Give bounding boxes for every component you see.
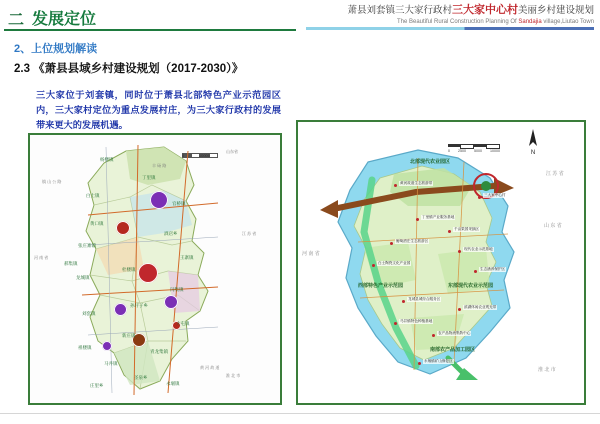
town-label-19: 庄里乡 <box>90 383 104 388</box>
town-label-21: 郝集镇 <box>64 261 78 266</box>
svg-text:N: N <box>530 150 536 154</box>
note-dot-5 <box>458 250 461 253</box>
town-label-12: 刘套镇 <box>82 311 96 316</box>
note-label-5: 现代农业示范基地 <box>464 247 493 251</box>
left-map-province-jiangsu: 江 苏 省 <box>242 231 257 236</box>
node-marker-huangkou <box>116 221 130 235</box>
note-dot-6 <box>372 264 375 267</box>
town-label-11: 孙圩子乡 <box>130 303 148 308</box>
note-dot-7 <box>474 270 477 273</box>
town-label-18: 圣泉乡 <box>134 375 148 380</box>
note-dot-1 <box>478 196 481 199</box>
town-label-13: 大屯镇 <box>176 321 190 326</box>
town-label-17: 马井镇 <box>104 361 118 366</box>
section-heading: 2.3 《萧县县域乡村建设规划（2017-2030）》 <box>14 63 244 75</box>
axis-label-1: 丰 砀 路 <box>152 163 167 168</box>
node-marker-longcheng <box>138 263 158 283</box>
town-label-10: 闫集镇 <box>170 287 184 292</box>
project-title-cn <box>304 4 594 17</box>
town-label-14: 新庄镇 <box>122 333 136 338</box>
note-dot-0 <box>394 184 397 187</box>
project-title-en-highlight: Sandajia <box>518 19 542 25</box>
note-dot-12 <box>418 362 421 365</box>
zone-label-east: 东部现代农业示范园 <box>448 283 494 289</box>
header-underline <box>4 29 296 31</box>
note-dot-8 <box>402 300 405 303</box>
note-label-12: 永堌镇矿山修复区 <box>424 359 453 363</box>
town-label-4: 黄口镇 <box>90 221 104 226</box>
note-label-10: 马井镇特色种植基地 <box>400 319 433 323</box>
left-map-province-huaibei: 淮 北 市 <box>226 373 241 378</box>
note-label-7: 生态涵养保护区 <box>480 267 506 271</box>
footer-divider <box>0 413 600 414</box>
project-title-en-pre: The Beautiful Rural Construction Planning Of <box>396 19 519 25</box>
page-header <box>0 0 600 34</box>
left-map-panel <box>28 133 282 405</box>
right-scale-tick-1: 2500 <box>458 149 466 153</box>
node-marker-baitu <box>114 303 127 316</box>
town-label-6: 张庄寨镇 <box>78 243 96 248</box>
header-number: 二 <box>8 12 25 29</box>
note-dot-4 <box>390 242 393 245</box>
note-label-11: 农产品物流集散中心 <box>438 331 471 335</box>
left-map-province-henan: 河 南 省 <box>34 255 49 260</box>
node-marker-extra-1 <box>102 341 112 351</box>
node-marker-liutao <box>150 191 168 209</box>
note-label-1: 三大家中心村 <box>484 193 506 197</box>
town-label-15: 祖楼镇 <box>78 345 92 350</box>
right-province-henan: 河 南 省 <box>302 251 320 257</box>
project-title-cn-highlight: 三大家中心村 <box>451 4 518 16</box>
header-color-bar <box>306 27 594 30</box>
note-dot-2 <box>416 218 419 221</box>
right-scale-tick-3: 10000 <box>490 149 500 153</box>
project-title-en <box>304 18 594 27</box>
project-title-cn-pre: 萧县刘套镇三大家行政村 <box>347 5 452 16</box>
project-title-cn-post: 美丽乡村建设规划 <box>517 5 594 16</box>
header-right-block <box>304 4 594 27</box>
right-scale-tick-0: 0 <box>448 149 450 153</box>
town-label-2: 白土镇 <box>86 193 100 198</box>
town-label-8: 杜楼镇 <box>122 267 136 272</box>
town-label-0: 杨楼镇 <box>100 157 114 162</box>
town-label-20: 永堌镇 <box>166 381 180 386</box>
scale-tick-0: 0 <box>182 153 185 158</box>
note-label-0: 黄河故道生态旅游带 <box>400 181 433 185</box>
note-label-6: 白土陶瓷文化产业园 <box>378 261 411 265</box>
scale-tick-3: 10000 <box>198 153 210 158</box>
note-label-4: 葡萄酒庄生态旅游区 <box>396 239 429 243</box>
right-scale-tick-2: 5000 <box>474 149 482 153</box>
right-province-huaibei: 淮 北 市 <box>538 367 556 373</box>
axis-label-0: 镇 山 公 路 <box>42 179 62 184</box>
node-marker-yanglou <box>164 295 178 309</box>
page-title: 发展定位 <box>32 11 97 28</box>
note-label-9: 滨湖休闲农业观光带 <box>464 305 497 309</box>
town-label-9: 龙城镇 <box>76 275 90 280</box>
project-title-en-post: village,Liutao Town <box>541 19 594 25</box>
note-dot-10 <box>394 322 397 325</box>
town-label-7: 王寨镇 <box>180 255 194 260</box>
note-label-8: 龙城县城综合服务区 <box>408 297 441 301</box>
note-label-3: 千亩果园采摘区 <box>454 227 480 231</box>
zone-label-north: 北部现代农业园区 <box>410 159 451 165</box>
zone-label-south: 南部农产品加工园区 <box>430 347 476 353</box>
note-label-2: 丁里镇产业服务基地 <box>422 215 455 219</box>
note-dot-11 <box>432 334 435 337</box>
town-label-3: 官桥镇 <box>172 201 186 206</box>
right-map-panel <box>296 120 586 405</box>
body-paragraph: 三大家位于刘套镇，同时位于萧县北部特色产业示范园区内，三大家村定位为重点发展村庄，为三大家行政村的发展带来更大的发展机遇。 <box>36 90 281 130</box>
county-shape <box>68 145 228 395</box>
town-label-5: 酒店乡 <box>164 231 178 236</box>
zone-label-west: 西部特色产业示范园 <box>358 283 404 289</box>
axis-label-2: 黄 河 故 道 <box>200 365 220 370</box>
left-map-province-shandong: 山东省 <box>226 149 238 154</box>
subheading: 2、上位规划解读 <box>14 43 98 55</box>
note-dot-9 <box>458 308 461 311</box>
note-dot-3 <box>448 230 451 233</box>
town-label-16: 青龙集镇 <box>150 349 168 354</box>
right-province-jiangsu: 江 苏 省 <box>546 171 564 177</box>
right-province-shandong: 山 东 省 <box>544 223 562 229</box>
town-label-1: 丁里镇 <box>142 175 156 180</box>
